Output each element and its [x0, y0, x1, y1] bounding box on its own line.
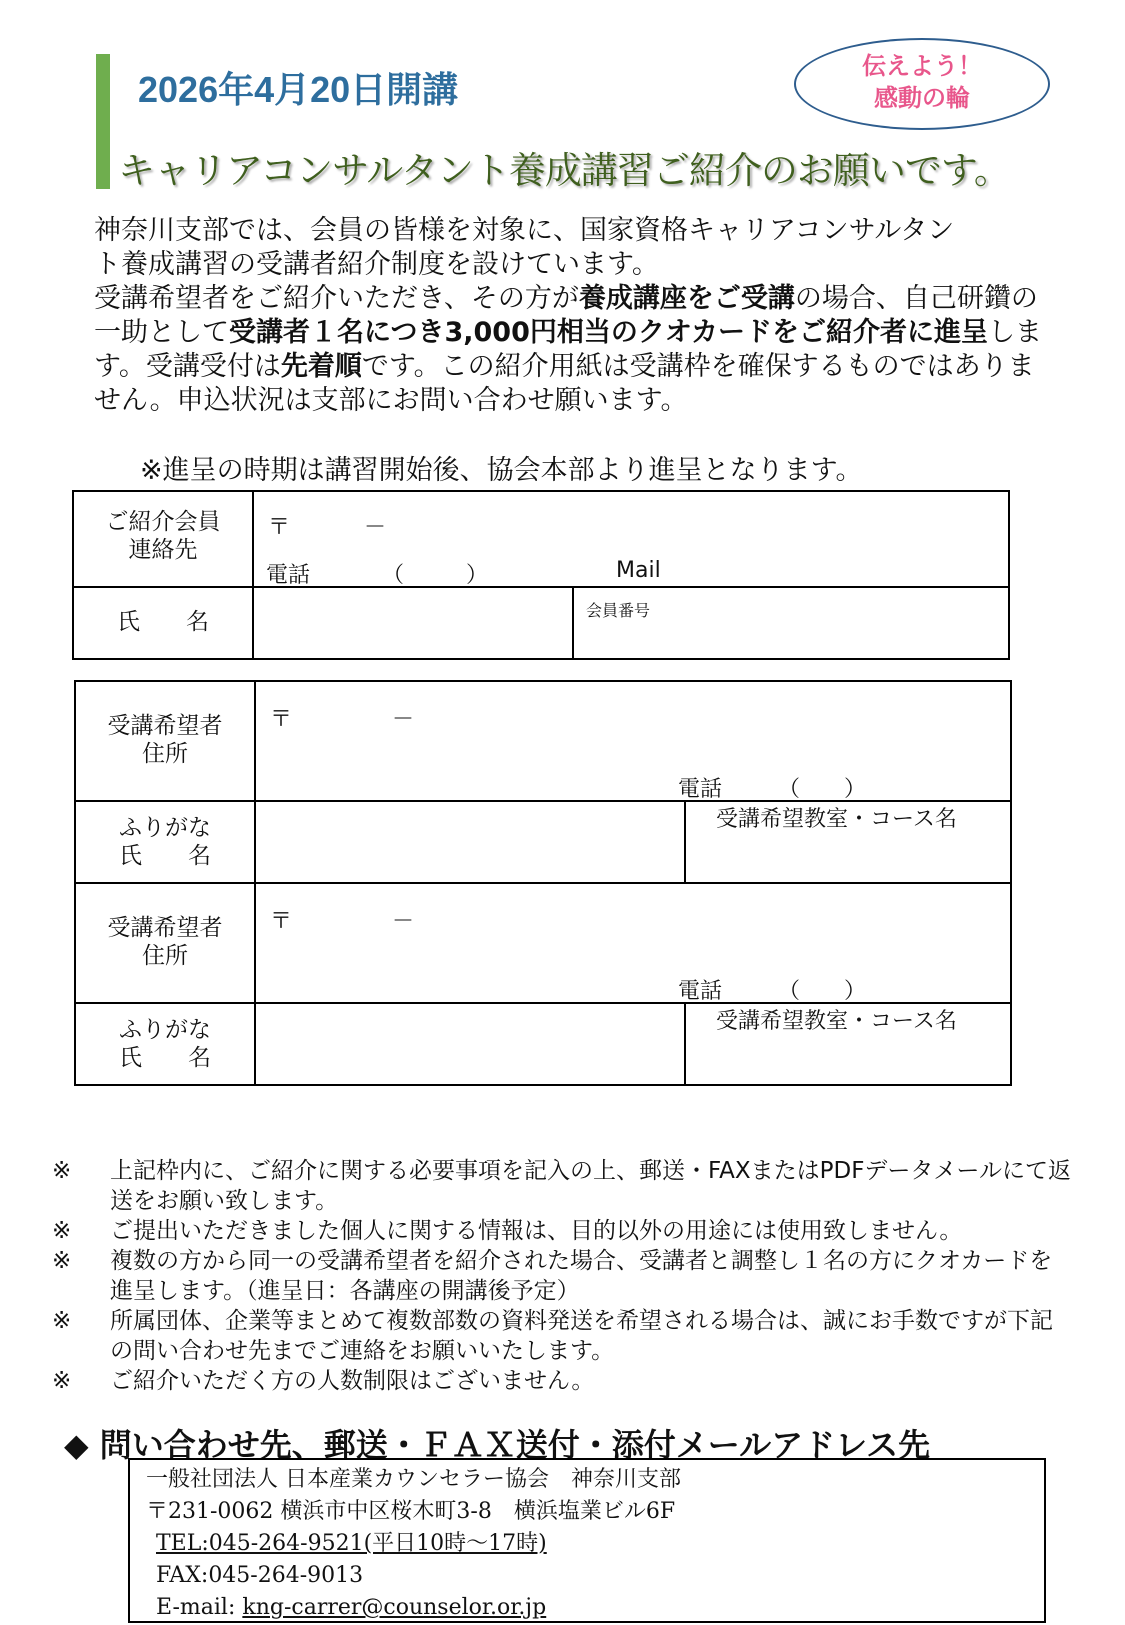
- member-contact-label: ご紹介会員 連絡先: [73, 491, 253, 587]
- applicant-1-course-field[interactable]: 受講希望教室・コース名: [685, 801, 1011, 883]
- member-name-label: 氏 名: [73, 587, 253, 659]
- contact-email-row: E-mail: kng-carrer@counselor.or.jp: [156, 1595, 547, 1620]
- contact-heading: ◆ 問い合わせ先、郵送・ＦＡＸ送付・添付メールアドレス先: [64, 1426, 931, 1464]
- page-title: キャリアコンサルタント養成講習ご紹介のお願いです。: [118, 149, 1010, 192]
- course-start-date: 2026年4月20日開講: [138, 69, 459, 110]
- contact-box: [128, 1458, 1046, 1623]
- contact-email-link[interactable]: kng-carrer@counselor.or.jp: [242, 1595, 547, 1620]
- applicant-2-address-label: 受講希望者 住所: [75, 883, 255, 1003]
- contact-address: 〒231-0062 横浜市中区桜木町3-8 横浜塩業ビル6F: [146, 1499, 676, 1524]
- contact-tel[interactable]: TEL:045-264-9521(平日10時～17時): [156, 1531, 547, 1556]
- slogan-line-2: 感動の輪: [874, 84, 970, 112]
- notes-list: [52, 1156, 1072, 1396]
- note-item: ※ ご提出いただきました個人に関する情報は、目的以外の用途には使用致しません。: [52, 1218, 963, 1244]
- applicant-2-name-label: ふりがな 氏 名: [75, 1003, 255, 1085]
- applicant-2-name-field[interactable]: [255, 1003, 685, 1085]
- presentation-note: ※進呈の時期は講習開始後、協会本部より進呈となります。: [140, 455, 863, 486]
- title-accent-bar: [96, 54, 110, 189]
- applicant-form-table: [74, 680, 1012, 1086]
- slogan-line-1: 伝えよう！: [862, 52, 982, 80]
- applicant-2-course-field[interactable]: 受講希望教室・コース名: [685, 1003, 1011, 1085]
- applicant-1-address-label: 受講希望者 住所: [75, 681, 255, 801]
- member-name-field[interactable]: [253, 587, 573, 659]
- note-item: ※ 複数の方から同一の受講希望者を紹介された場合、受講者と調整し１名の方にクオカードを進呈します。（進呈日：各講座の開講後予定）: [52, 1248, 1053, 1304]
- applicant-1-address-field[interactable]: 〒 － 電話 （ ）: [255, 681, 1011, 801]
- applicant-1-name-label: ふりがな 氏 名: [75, 801, 255, 883]
- note-item: ※ 所属団体、企業等まとめて複数部数の資料発送を希望される場合は、誠にお手数ですが下記の問い合わせ先までご連絡をお願いいたします。: [52, 1308, 1053, 1364]
- intro-paragraph-2: 受講希望者をご紹介いただき、その方が養成講座をご受講の場合、自己研鑽の一助として受講者１名につき3,000円相当のクオカードをご紹介者に進呈します。受講受付は先着順です。この紹介用紙は受講枠を確保するものではありません。申込状況は支部にお問い合わせ願います。: [94, 283, 1043, 416]
- note-item: ※ 上記枠内に、ご紹介に関する必要事項を記入の上、郵送・FAXまたはPDFデータメールにて返送をお願い致します。: [52, 1158, 1071, 1214]
- intro-line-1: 神奈川支部では、会員の皆様を対象に、国家資格キャリアコンサルタン: [94, 215, 955, 246]
- intro-line-2: ト養成講習の受講者紹介制度を設けています。: [94, 249, 659, 280]
- applicant-2-address-field[interactable]: 〒 － 電話 （ ）: [255, 883, 1011, 1003]
- contact-fax: FAX:045-264-9013: [156, 1563, 364, 1588]
- applicant-1-name-field[interactable]: [255, 801, 685, 883]
- member-contact-field[interactable]: 〒 － 電話 （ ） Mail: [253, 491, 1009, 587]
- slogan-badge: [794, 38, 1050, 130]
- contact-org: 一般社団法人 日本産業カウンセラー協会 神奈川支部: [146, 1467, 681, 1492]
- note-item: ※ ご紹介いただく方の人数制限はございません。: [52, 1368, 595, 1394]
- intro-text: [94, 214, 1044, 418]
- member-form-table: [72, 490, 1010, 660]
- member-number-field[interactable]: 会員番号: [573, 587, 1009, 659]
